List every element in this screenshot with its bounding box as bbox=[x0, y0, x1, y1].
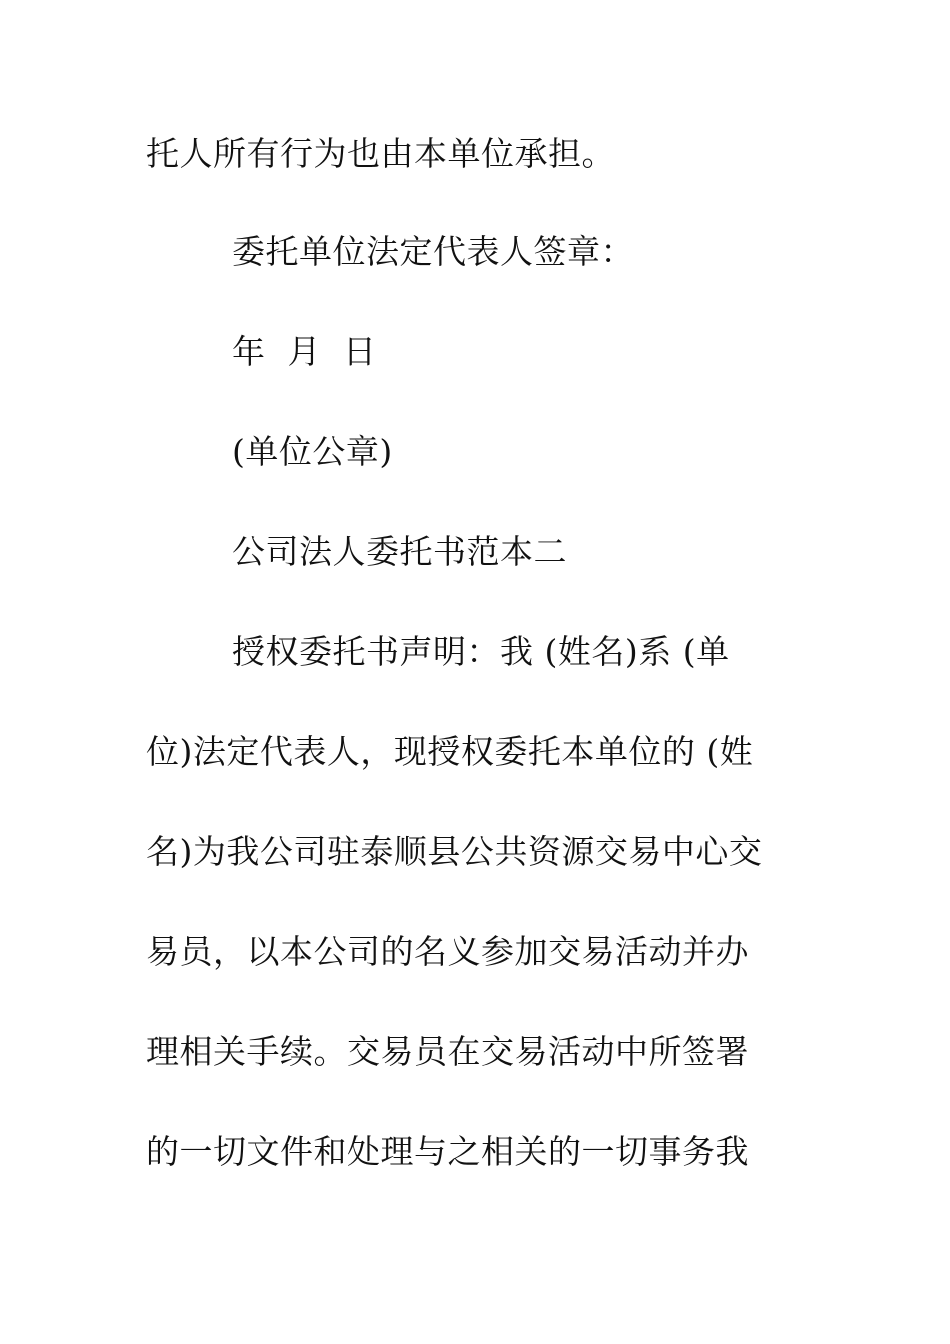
date-month: 月 bbox=[287, 332, 321, 371]
text-line-10: 理相关手续。交易员在交易活动中所签署 bbox=[146, 1032, 749, 1071]
date-year: 年 bbox=[232, 332, 266, 371]
text-line-signature: 委托单位法定代表人签章： bbox=[232, 232, 634, 271]
section-title: 公司法人委托书范本二 bbox=[232, 532, 567, 571]
text-line-declaration: 授权委托书声明：我 (姓名)系 (单 bbox=[232, 632, 730, 671]
text-line-8: 名)为我公司驻泰顺县公共资源交易中心交 bbox=[146, 832, 763, 871]
text-line-11: 的一切文件和处理与之相关的一切事务我 bbox=[146, 1132, 749, 1171]
text-line-7: 位)法定代表人，现授权委托本单位的 (姓 bbox=[146, 732, 754, 771]
text-line-9: 易员，以本公司的名义参加交易活动并办 bbox=[146, 932, 749, 971]
date-day: 日 bbox=[343, 332, 377, 371]
text-line-1: 托人所有行为也由本单位承担。 bbox=[146, 134, 615, 173]
date-line bbox=[232, 332, 399, 372]
text-line-seal: (单位公章) bbox=[232, 432, 393, 471]
